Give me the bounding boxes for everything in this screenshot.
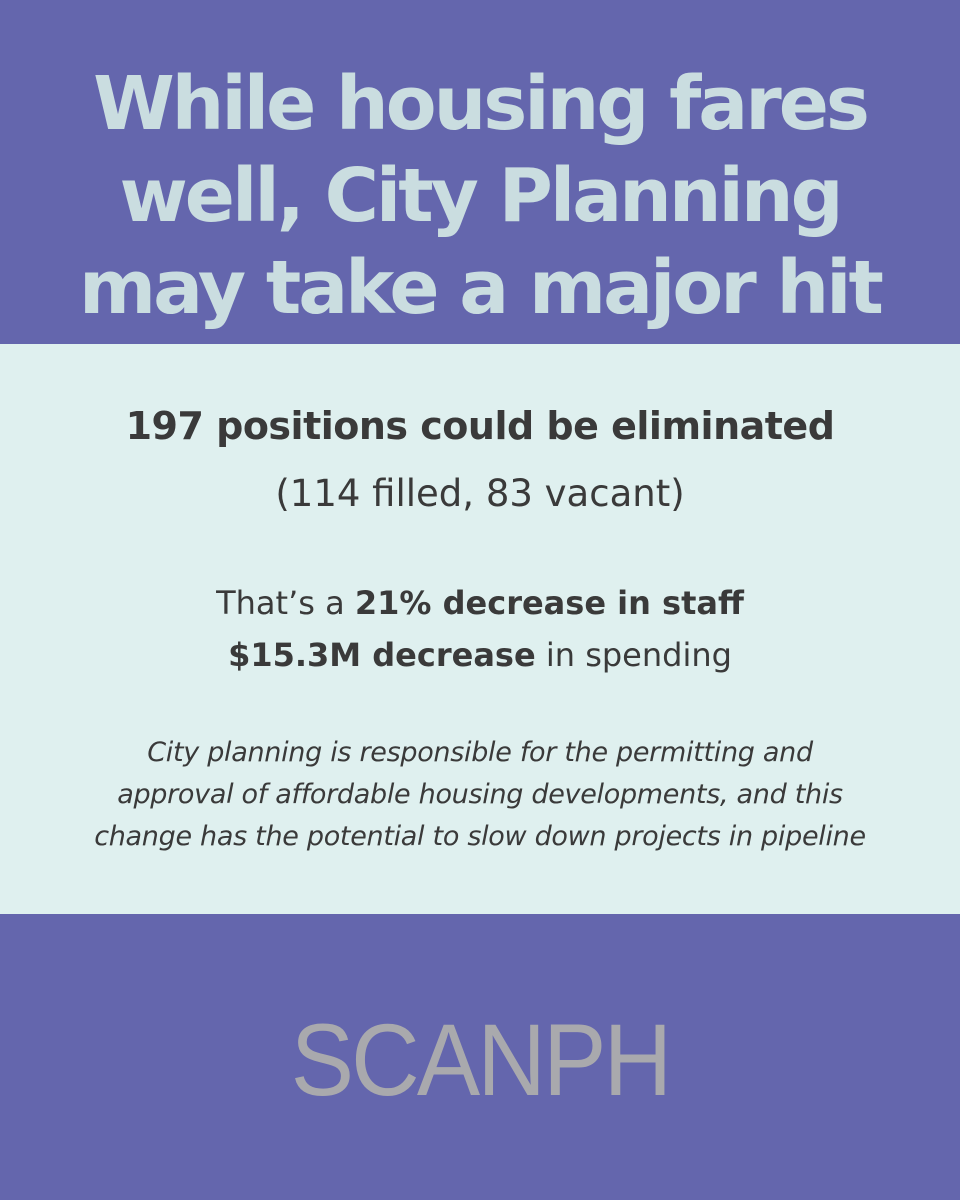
scanph-logo: SCANPH bbox=[290, 1003, 670, 1117]
headline bbox=[0, 58, 960, 334]
headline-line-2: well, City Planning bbox=[119, 153, 841, 239]
impact-note bbox=[0, 732, 960, 858]
positions-eliminated: 197 positions could be eliminated bbox=[125, 404, 835, 448]
impact-note-line-1: City planning is responsible for the permitting and bbox=[147, 737, 813, 768]
spending-decrease-stat bbox=[0, 634, 960, 676]
impact-note-line-3: change has the potential to slow down projects in pipeline bbox=[94, 821, 866, 852]
spending-decrease-value: $15.3M decrease bbox=[228, 636, 536, 674]
impact-note-line-2: approval of affordable housing developments, and this bbox=[117, 779, 843, 810]
headline-line-1: While housing fares bbox=[93, 61, 867, 147]
spending-decrease-suffix: in spending bbox=[535, 636, 732, 674]
staff-decrease-stat bbox=[0, 582, 960, 624]
content-panel bbox=[0, 344, 960, 914]
footer-banner bbox=[0, 914, 960, 1200]
header-banner bbox=[0, 0, 960, 344]
staff-decrease-prefix: That’s a bbox=[216, 584, 355, 622]
staff-decrease-value: 21% decrease in staff bbox=[354, 584, 744, 622]
positions-breakdown: (114 filled, 83 vacant) bbox=[275, 472, 685, 515]
headline-line-3: may take a major hit bbox=[79, 245, 881, 331]
